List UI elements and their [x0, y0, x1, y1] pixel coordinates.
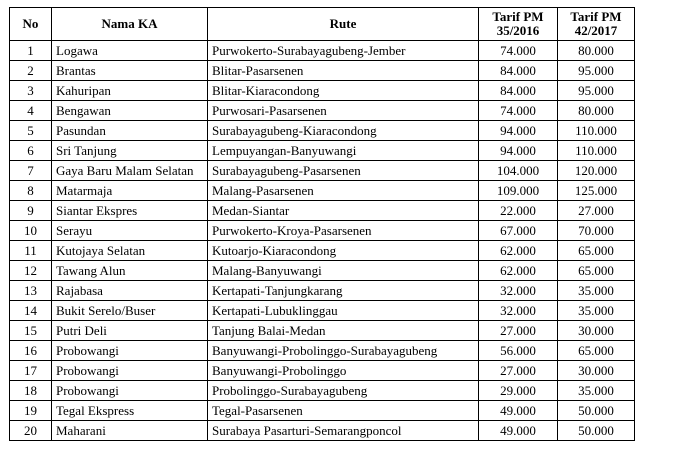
cell-rute: Purwokerto-Kroya-Pasarsenen	[208, 221, 479, 241]
cell-tarif-2017: 110.000	[558, 141, 635, 161]
cell-rute: Tegal-Pasarsenen	[208, 401, 479, 421]
cell-no: 13	[10, 281, 52, 301]
cell-rute: Purwosari-Pasarsenen	[208, 101, 479, 121]
table-row	[10, 181, 635, 201]
cell-tarif-2016: 49.000	[479, 421, 558, 441]
cell-nama-ka: Bukit Serelo/Buser	[52, 301, 208, 321]
cell-nama-ka: Probowangi	[52, 341, 208, 361]
table-body	[10, 41, 635, 441]
cell-no: 2	[10, 61, 52, 81]
table-row	[10, 121, 635, 141]
cell-tarif-2017: 50.000	[558, 421, 635, 441]
header-tarif-2016	[479, 8, 558, 41]
table-row	[10, 241, 635, 261]
cell-nama-ka: Bengawan	[52, 101, 208, 121]
cell-tarif-2017: 80.000	[558, 101, 635, 121]
cell-rute: Kertapati-Lubuklinggau	[208, 301, 479, 321]
cell-tarif-2017: 27.000	[558, 201, 635, 221]
cell-rute: Lempuyangan-Banyuwangi	[208, 141, 479, 161]
header-tarif-2016-line1: Tarif PM	[492, 9, 544, 24]
cell-rute: Surabaya Pasarturi-Semarangponcol	[208, 421, 479, 441]
cell-nama-ka: Tegal Ekspress	[52, 401, 208, 421]
header-rute: Rute	[208, 8, 479, 41]
tariff-table-container	[9, 7, 635, 441]
cell-nama-ka: Brantas	[52, 61, 208, 81]
cell-tarif-2016: 94.000	[479, 141, 558, 161]
cell-tarif-2016: 32.000	[479, 301, 558, 321]
cell-tarif-2016: 67.000	[479, 221, 558, 241]
cell-tarif-2017: 110.000	[558, 121, 635, 141]
cell-tarif-2016: 27.000	[479, 321, 558, 341]
cell-nama-ka: Probowangi	[52, 361, 208, 381]
cell-no: 8	[10, 181, 52, 201]
cell-nama-ka: Maharani	[52, 421, 208, 441]
cell-tarif-2017: 80.000	[558, 41, 635, 61]
cell-tarif-2017: 35.000	[558, 281, 635, 301]
cell-tarif-2016: 74.000	[479, 41, 558, 61]
cell-tarif-2016: 74.000	[479, 101, 558, 121]
cell-no: 3	[10, 81, 52, 101]
cell-no: 6	[10, 141, 52, 161]
cell-rute: Medan-Siantar	[208, 201, 479, 221]
cell-tarif-2017: 35.000	[558, 381, 635, 401]
cell-tarif-2016: 32.000	[479, 281, 558, 301]
cell-tarif-2017: 65.000	[558, 261, 635, 281]
cell-nama-ka: Sri Tanjung	[52, 141, 208, 161]
cell-tarif-2016: 84.000	[479, 61, 558, 81]
cell-nama-ka: Serayu	[52, 221, 208, 241]
tariff-table	[9, 7, 635, 441]
cell-tarif-2017: 30.000	[558, 321, 635, 341]
cell-rute: Malang-Pasarsenen	[208, 181, 479, 201]
cell-rute: Tanjung Balai-Medan	[208, 321, 479, 341]
cell-no: 5	[10, 121, 52, 141]
cell-nama-ka: Rajabasa	[52, 281, 208, 301]
cell-rute: Blitar-Kiaracondong	[208, 81, 479, 101]
cell-no: 1	[10, 41, 52, 61]
cell-tarif-2017: 95.000	[558, 81, 635, 101]
cell-tarif-2016: 49.000	[479, 401, 558, 421]
cell-no: 17	[10, 361, 52, 381]
table-row	[10, 381, 635, 401]
cell-no: 7	[10, 161, 52, 181]
cell-tarif-2017: 65.000	[558, 241, 635, 261]
header-tarif-2017	[558, 8, 635, 41]
table-row	[10, 81, 635, 101]
header-tarif-2017-line1: Tarif PM	[570, 9, 622, 24]
header-tarif-2016-line2: 35/2016	[496, 23, 540, 38]
cell-nama-ka: Putri Deli	[52, 321, 208, 341]
table-row	[10, 281, 635, 301]
table-row	[10, 301, 635, 321]
cell-tarif-2016: 109.000	[479, 181, 558, 201]
cell-no: 14	[10, 301, 52, 321]
header-no: No	[10, 8, 52, 41]
table-row	[10, 41, 635, 61]
cell-nama-ka: Matarmaja	[52, 181, 208, 201]
cell-tarif-2016: 84.000	[479, 81, 558, 101]
cell-no: 16	[10, 341, 52, 361]
table-row	[10, 161, 635, 181]
cell-rute: Banyuwangi-Probolinggo	[208, 361, 479, 381]
cell-no: 20	[10, 421, 52, 441]
cell-tarif-2017: 95.000	[558, 61, 635, 81]
cell-nama-ka: Gaya Baru Malam Selatan	[52, 161, 208, 181]
cell-rute: Surabayagubeng-Kiaracondong	[208, 121, 479, 141]
cell-no: 9	[10, 201, 52, 221]
cell-rute: Banyuwangi-Probolinggo-Surabayagubeng	[208, 341, 479, 361]
cell-no: 12	[10, 261, 52, 281]
table-row	[10, 201, 635, 221]
cell-tarif-2017: 50.000	[558, 401, 635, 421]
cell-no: 15	[10, 321, 52, 341]
cell-tarif-2016: 29.000	[479, 381, 558, 401]
cell-tarif-2016: 62.000	[479, 241, 558, 261]
cell-nama-ka: Siantar Ekspres	[52, 201, 208, 221]
cell-tarif-2017: 120.000	[558, 161, 635, 181]
table-row	[10, 321, 635, 341]
cell-rute: Surabayagubeng-Pasarsenen	[208, 161, 479, 181]
cell-no: 4	[10, 101, 52, 121]
cell-nama-ka: Pasundan	[52, 121, 208, 141]
cell-no: 11	[10, 241, 52, 261]
cell-rute: Kertapati-Tanjungkarang	[208, 281, 479, 301]
table-row	[10, 401, 635, 421]
cell-rute: Blitar-Pasarsenen	[208, 61, 479, 81]
cell-rute: Malang-Banyuwangi	[208, 261, 479, 281]
header-tarif-2017-line2: 42/2017	[574, 23, 618, 38]
cell-rute: Purwokerto-Surabayagubeng-Jember	[208, 41, 479, 61]
cell-rute: Probolinggo-Surabayagubeng	[208, 381, 479, 401]
cell-nama-ka: Probowangi	[52, 381, 208, 401]
cell-no: 19	[10, 401, 52, 421]
table-row	[10, 261, 635, 281]
cell-nama-ka: Tawang Alun	[52, 261, 208, 281]
cell-nama-ka: Kutojaya Selatan	[52, 241, 208, 261]
table-header-row	[10, 8, 635, 41]
cell-no: 10	[10, 221, 52, 241]
cell-tarif-2017: 125.000	[558, 181, 635, 201]
cell-tarif-2016: 27.000	[479, 361, 558, 381]
cell-no: 18	[10, 381, 52, 401]
table-row	[10, 361, 635, 381]
table-row	[10, 421, 635, 441]
cell-tarif-2017: 30.000	[558, 361, 635, 381]
cell-tarif-2016: 62.000	[479, 261, 558, 281]
cell-tarif-2016: 56.000	[479, 341, 558, 361]
cell-tarif-2017: 35.000	[558, 301, 635, 321]
cell-nama-ka: Kahuripan	[52, 81, 208, 101]
cell-rute: Kutoarjo-Kiaracondong	[208, 241, 479, 261]
cell-tarif-2016: 22.000	[479, 201, 558, 221]
table-row	[10, 341, 635, 361]
table-row	[10, 61, 635, 81]
table-row	[10, 221, 635, 241]
table-row	[10, 101, 635, 121]
cell-tarif-2016: 104.000	[479, 161, 558, 181]
cell-tarif-2016: 94.000	[479, 121, 558, 141]
cell-nama-ka: Logawa	[52, 41, 208, 61]
header-nama-ka: Nama KA	[52, 8, 208, 41]
cell-tarif-2017: 65.000	[558, 341, 635, 361]
table-row	[10, 141, 635, 161]
cell-tarif-2017: 70.000	[558, 221, 635, 241]
